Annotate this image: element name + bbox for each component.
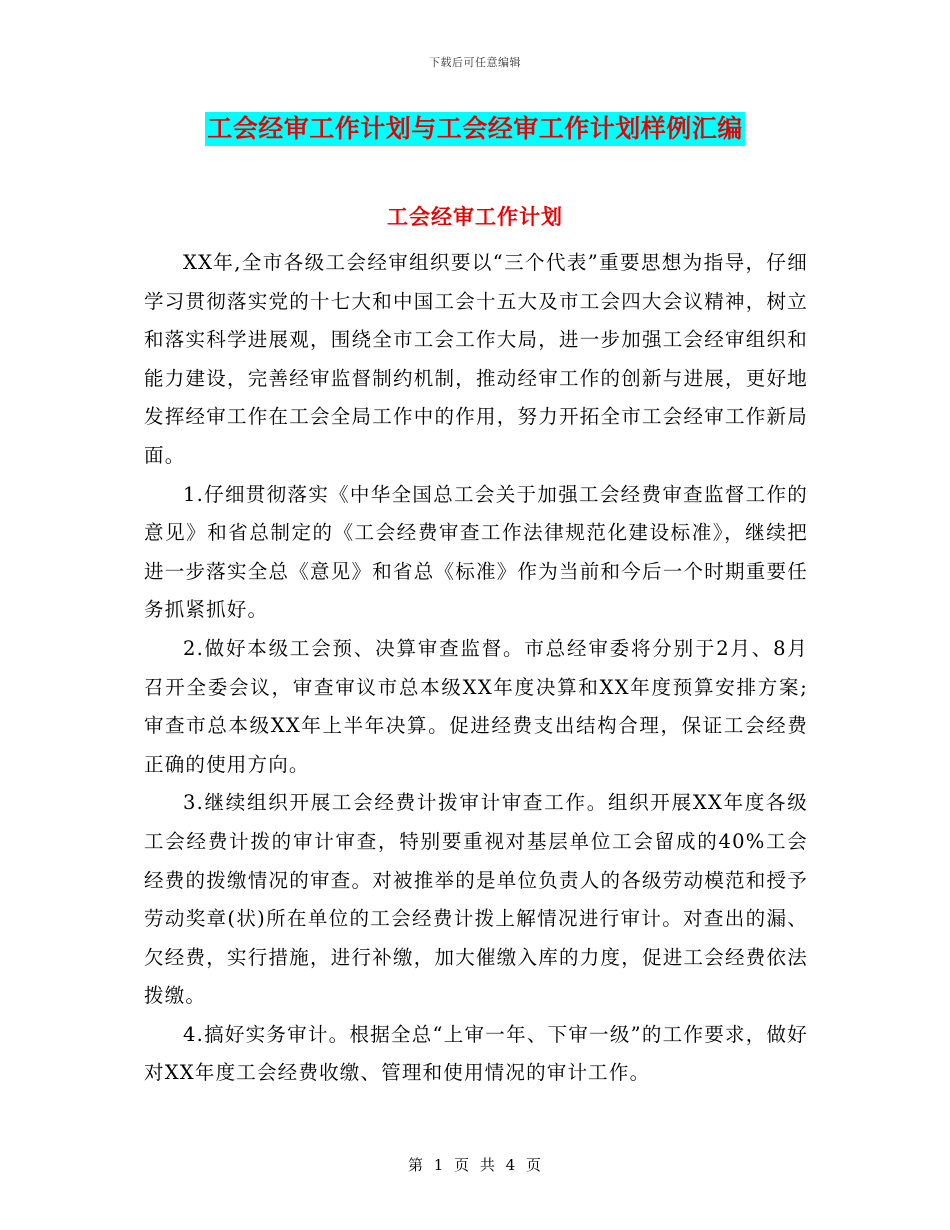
paragraph-item-4: 4.搞好实务审计。根据全总“上审一年、下审一级”的工作要求，做好对XX年度工会经费收缴、管理和使用情况的审计工作。 [144,1022,808,1085]
paragraph-intro: XX年,全市各级工会经审组织要以“三个代表”重要思想为指导，仔细学习贯彻落实党的十七大和中国工会十五大及市工会四大会议精神，树立和落实科学进展观，围绕全市工会工作大局，进一步加强工会经审组织和能力建设，完善经审监督制约机制，推动经审工作的创新与进展，更好地发挥经审工作在工会全局工作中的作用，努力开拓全市工会经审工作新局面。 [144,251,808,467]
paragraph-item-1: 1.仔细贯彻落实《中华全国总工会关于加强工会经费审查监督工作的意见》和省总制定的《工会经费审查工作法律规范化建设标准》，继续把进一步落实全总《意见》和省总《标准》作为当前和今后一个时期重要任务抓紧抓好。 [144,482,808,622]
section-title: 工会经审工作计划 [387,204,563,229]
paragraph-item-3: 3.继续组织开展工会经费计拨审计审查工作。组织开展XX年度各级工会经费计拨的审计审查，特别要重视对基层单位工会留成的40%工会经费的拨缴情况的审查。对被推举的是单位负责人的各级劳动模范和授予劳动奖章(状)所在单位的工会经费计拨上解情况进行审计。对查出的漏、欠经费，实行措施，进行补缴，加大催缴入库的力度，促进工会经费依法拨缴。 [144,791,808,1008]
body-text [144,244,808,1093]
main-title-wrapper [0,112,950,146]
page-number-footer: 第 1 页 共 4 页 [408,1156,542,1174]
paragraph-item-2: 2.做好本级工会预、决算审查监督。市总经审委将分别于2月、8月召开全委会议，审查审议市总本级XX年度决算和XX年度预算安排方案;审查市总本级XX年上半年决算。促进经费支出结构合理，保证工会经费正确的使用方向。 [144,636,808,776]
main-title: 工会经审工作计划与工会经审工作计划样例汇编 [205,112,745,146]
header-note: 下载后可任意编辑 [429,56,521,69]
